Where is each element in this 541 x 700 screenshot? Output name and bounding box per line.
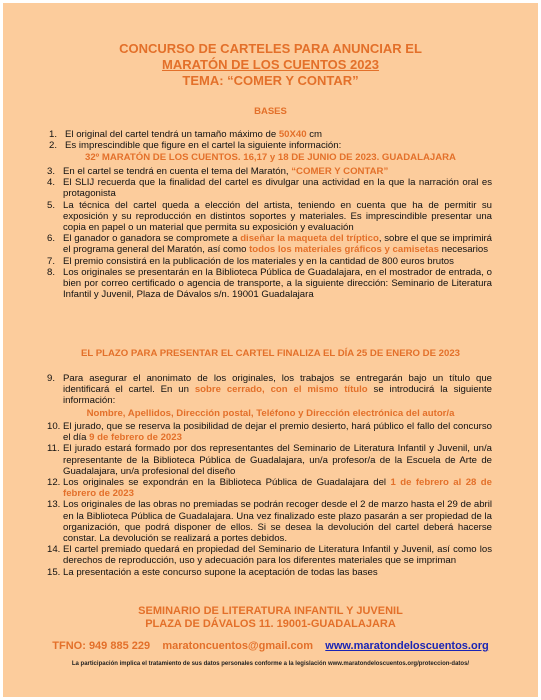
document-header xyxy=(3,41,538,89)
rules-list-b xyxy=(3,166,538,300)
event-line: 32º MARATÓN DE LOS CUENTOS. 16,17 y 18 DE JUNIO DE 2023. GUADALAJARA xyxy=(84,152,456,164)
rules-list-a xyxy=(3,129,538,164)
item-highlight: todos los materiales gráficos y camisetas xyxy=(249,244,439,256)
poster-sheet xyxy=(3,3,538,697)
item-number: 12. xyxy=(47,477,61,489)
footer-website-link[interactable]: www.maratondeloscuentos.org xyxy=(325,640,489,652)
item-text: El original del cartel tendrá un tamaño máximo de xyxy=(65,129,279,140)
required-info-line: Nombre, Apellidos, Dirección postal, Teléfono y Dirección electrónica del autor/a xyxy=(86,407,455,419)
item-number: 6. xyxy=(47,233,56,245)
list-item xyxy=(3,477,538,499)
item-number: 3. xyxy=(47,166,56,177)
rules-list-d xyxy=(3,421,538,578)
item-number: 5. xyxy=(47,199,56,211)
item-number: 10. xyxy=(47,421,61,432)
item-text: Es imprescindible que figure en el cartel la siguiente información: xyxy=(65,140,342,152)
list-item xyxy=(3,421,538,443)
item-text: El cartel premiado quedará en propiedad del Seminario de Literatura Infantil y Juvenil, así como los derechos de reproducción, uso y adecuación para los diferentes materiales que se impriman xyxy=(63,544,492,567)
item-highlight: diseñar la maqueta del tríptico xyxy=(240,233,379,245)
list-item xyxy=(3,166,538,177)
footer-organization xyxy=(3,605,538,631)
item-text: El jurado, que se reserva la posibilidad de dejar el premio desierto, hará público el fallo del concurso el día xyxy=(63,421,492,444)
item-text: El jurado estará formado por dos representantes del Seminario de Literatura Infantil y Juvenil, un/a representante de la Biblioteca Pública de Guadalajara, un/a profesor/a de la Escuela de Arte de Guadalajara, un/a profesional del diseño xyxy=(63,443,492,477)
list-item xyxy=(3,443,538,477)
item-text: necesarios xyxy=(438,244,488,256)
legal-notice: La participación implica el tratamiento de sus datos personales conforme a la legislación www.maratondeloscuentos.org/proteccion-datos/ xyxy=(71,661,470,667)
item-number: 7. xyxy=(47,255,56,267)
footer-org-name: SEMINARIO DE LITERATURA INFANTIL Y JUVENIL xyxy=(138,605,403,617)
footer-contact xyxy=(3,640,538,652)
item-text: se introducirá la siguiente información: xyxy=(63,384,492,407)
item-highlight: 50X40 xyxy=(278,129,307,140)
item-number: 4. xyxy=(47,177,56,189)
item-number: 1. xyxy=(49,129,58,140)
item-highlight: “COMER Y CONTAR” xyxy=(291,166,389,177)
list-item xyxy=(3,140,538,151)
header-line-2: MARATÓN DE LOS CUENTOS 2023 xyxy=(162,57,379,72)
item-text: El ganador o ganadora se compromete a xyxy=(63,233,241,245)
bases-title: BASES xyxy=(254,106,287,117)
list-item xyxy=(3,200,538,234)
list-item xyxy=(3,373,538,407)
item-number: 15. xyxy=(47,566,61,578)
item-number: 11. xyxy=(47,443,60,455)
header-line-3: TEMA: “COMER Y CONTAR” xyxy=(182,73,359,88)
list-item xyxy=(3,256,538,267)
item-text: El premio consistirá en la publicación de los materiales y en la cantidad de 800 euros brutos xyxy=(63,255,454,267)
item-number: 13. xyxy=(47,499,61,511)
item-number: 14. xyxy=(47,544,61,556)
footer-email[interactable]: maratoncuentos@gmail.com xyxy=(162,640,314,652)
header-line-1: CONCURSO DE CARTELES PARA ANUNCIAR EL xyxy=(119,41,422,56)
list-item xyxy=(3,499,538,544)
item-text: cm xyxy=(306,129,323,140)
list-item xyxy=(3,233,538,255)
item-number: 9. xyxy=(47,373,56,384)
item-text: Los originales de las obras no premiadas se podrán recoger desde el 2 de marzo hasta el 29 de abril en la Biblioteca Pública de Guadalajara. Una vez finalizado este plazo pasarán a ser propiedad de la organización, que podrá disponer de ellos. Si se desea la devolución del cartel deberá hacerse constar. La devolución se realizará a portes debidos. xyxy=(63,499,492,545)
item-highlight: sobre cerrado, con el mismo título xyxy=(194,384,368,396)
item-number: 8. xyxy=(47,266,56,278)
item-highlight: 1 de febrero al 28 de febrero de 2023 xyxy=(63,477,492,500)
item-number: 2. xyxy=(49,140,58,152)
item-text: Los originales se expondrán en la Biblioteca Pública de Guadalajara del xyxy=(63,477,391,489)
list-item xyxy=(3,129,538,140)
footer-address: PLAZA DE DÁVALOS 11. 19001-GUADALAJARA xyxy=(145,618,396,630)
item-text: Los originales se presentarán en la Biblioteca Pública de Guadalajara, en el mostrador de entrada, o bien por correo certificado o agencia de transporte, a la siguiente dirección: Seminario de Literatura Infantil y Juvenil, Plaza de Dávalos s/n. 19001 Guadalajara xyxy=(63,266,492,301)
rules-list-c xyxy=(3,373,538,420)
list-item xyxy=(3,177,538,199)
item-text: El SLIJ recuerda que la finalidad del cartel es divulgar una actividad en la que la narración oral es protagonista xyxy=(63,177,492,200)
item-text: La presentación a este concurso supone la aceptación de todas las bases xyxy=(63,566,378,578)
item-text: Para asegurar el anonimato de los originales, los trabajos se entregarán bajo un título que identificará el cartel. En un xyxy=(63,373,492,396)
list-item xyxy=(3,267,538,301)
list-item xyxy=(3,544,538,566)
item-text: , sobre el que se imprimirá el programa general del Maratón, así como xyxy=(63,233,492,256)
item-text: La técnica del cartel queda a elección del artista, teniendo en cuenta que ha de permitir su exposición y su reproducción en distintos soportes y materiales. Es imprescindible presentar una copia en papel o un material que permita su exposición y evaluación xyxy=(63,199,492,234)
item-highlight: 9 de febrero de 2023 xyxy=(89,432,182,444)
footer-phone: TFNO: 949 885 229 xyxy=(52,640,151,652)
item-text: En el cartel se tendrá en cuenta el tema del Maratón, xyxy=(63,166,292,177)
list-item xyxy=(3,567,538,578)
deadline-notice: EL PLAZO PARA PRESENTAR EL CARTEL FINALIZA EL DÍA 25 DE ENERO DE 2023 xyxy=(80,348,460,359)
